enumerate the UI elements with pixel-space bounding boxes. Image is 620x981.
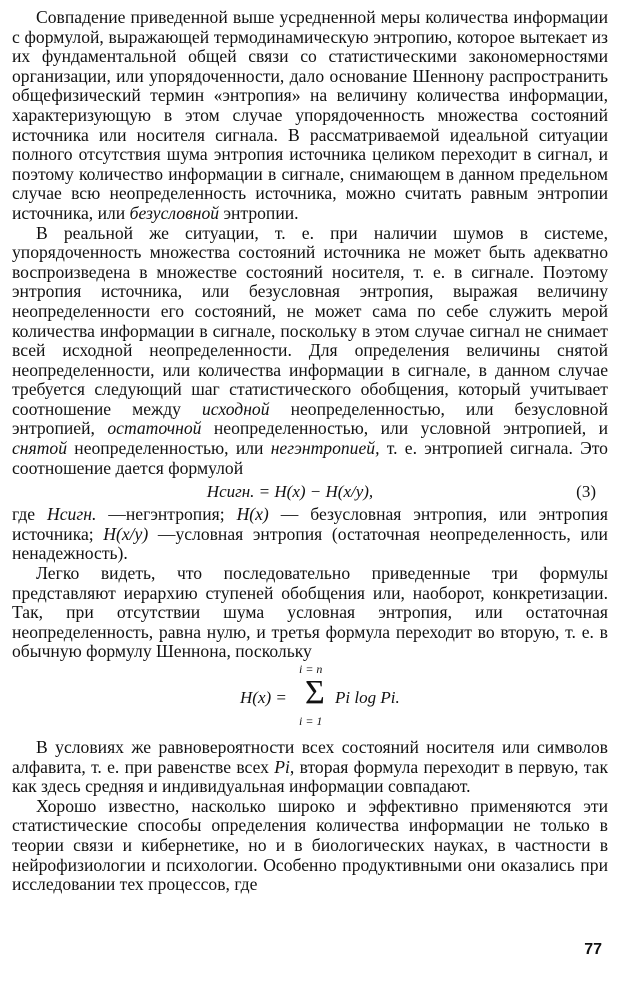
paragraph-1-text: Совпадение приведенной выше усредненной меры количества информации с формулой, выражающей термодинамическую энтропию, которое вытекает из их фундаментальной общей связи со статистическими закономерностями организации, или упорядоченности, дало основание Шеннону распространить общефизический термин «энтропия» на величину количества информации, характеризующую в этом случае упорядоченность множества состояний источника или носителя сигнала. В рассматриваемой идеальной ситуации полного отсутствия шума энтропия источника целиком переходит в сигнал, и поэтому количество информации в сигнале, снимающем в данном предельном случае всю неопределенность источника, можно считать равным энтропии источника, или (12, 7, 608, 223)
paragraph-2-text: неопределенностью, или условной энтропией, и (201, 418, 608, 439)
italic-term: снятой (12, 438, 68, 459)
sigma-symbol: Σ (305, 674, 325, 711)
paragraph-2-text: В реальной же ситуации, т. е. при наличии шумов в системе, упорядоченность множества состояний источника не может быть адекватно воспроизведена в множестве состояний носителя, т. е. в сигнале. Поэтому энтропия источника, или безусловная энтропия, выражая величину неопределенности его состояний, не может сама по себе служить мерой количества информации в сигнале, поскольку в этом случае сигнал не снимает всей исходной неопределенности. Для определения величины снятой неопределенности, или количества информации в сигнале, в данном случае требуется следующий шаг статистического обобщения, который учитывает соотношение между (12, 222, 608, 419)
italic-term: остаточной (107, 418, 202, 439)
text-span: где (12, 504, 48, 525)
paragraph-2 (12, 224, 608, 479)
sum-rhs: Pi log Pi. (335, 688, 400, 707)
symbol: H(x) (236, 504, 269, 525)
symbol: Hсигн. (47, 504, 97, 525)
paragraph-3: Легко видеть, что последовательно приведенные три формулы представляют иерархию ступеней обобщения или, наоборот, конкретизации. Так, при отсутствии шума условная энтропия, или остаточная неопределенность, равна нулю, и третья формула переходит во вторую, т. е. в обычную формулу Шеннона, поскольку (12, 563, 608, 662)
paragraph-2-text: неопределенностью, или безусловной энтропией, (12, 398, 608, 439)
text-span: — безусловная энтропия, или энтропия источника; (12, 504, 609, 544)
sum-upper-limit: i = n (299, 662, 323, 676)
sum-lhs: H(x) = (240, 688, 287, 707)
paragraph-4 (12, 738, 608, 797)
paragraph-1-tail: энтропии. (219, 202, 299, 223)
paragraph-5: Хорошо известно, насколько широко и эффективно применяются эти статистические способы определения количества информации не только в теории связи и кибернетике, но и в биологических науках, в частности в нейрофизиологии и психологии. Особенно продуктивными они оказались при исследовании тех процессов, где (12, 795, 608, 895)
paragraph-1 (12, 8, 608, 224)
formula-3-expression: Hсигн. = H(x) − H(x/y), (206, 482, 374, 502)
formula-3 (12, 478, 608, 505)
italic-term: негэнтропией, (270, 438, 380, 459)
paragraph-formula-explanation (12, 505, 608, 564)
sum-formula (12, 662, 608, 738)
text-span: —условная энтропия (остаточная неопределенность, или ненадежность). (12, 523, 608, 564)
page-number: 77 (584, 941, 602, 958)
text-span: —негэнтропия; (96, 504, 237, 525)
symbol: Pi (274, 756, 290, 777)
italic-term: исходной (202, 398, 270, 419)
symbol: H(x/y) (103, 523, 149, 544)
text-span: , вторая формула переходит в первую, так как здесь средняя и индивидуальная информации совпадают. (12, 756, 608, 797)
sum-lower-limit: i = 1 (299, 714, 323, 728)
text-span: В условиях же равновероятности всех состояний носителя или символов алфавита, т. е. при равенстве всех (12, 737, 608, 777)
paragraph-2-text: т. е. энтропией сигнала. Это соотношение дается формулой (12, 438, 608, 478)
italic-term: безусловной (129, 202, 220, 223)
formula-3-number: (3) (576, 482, 596, 502)
paragraph-2-text: неопределенностью, или (67, 438, 271, 459)
